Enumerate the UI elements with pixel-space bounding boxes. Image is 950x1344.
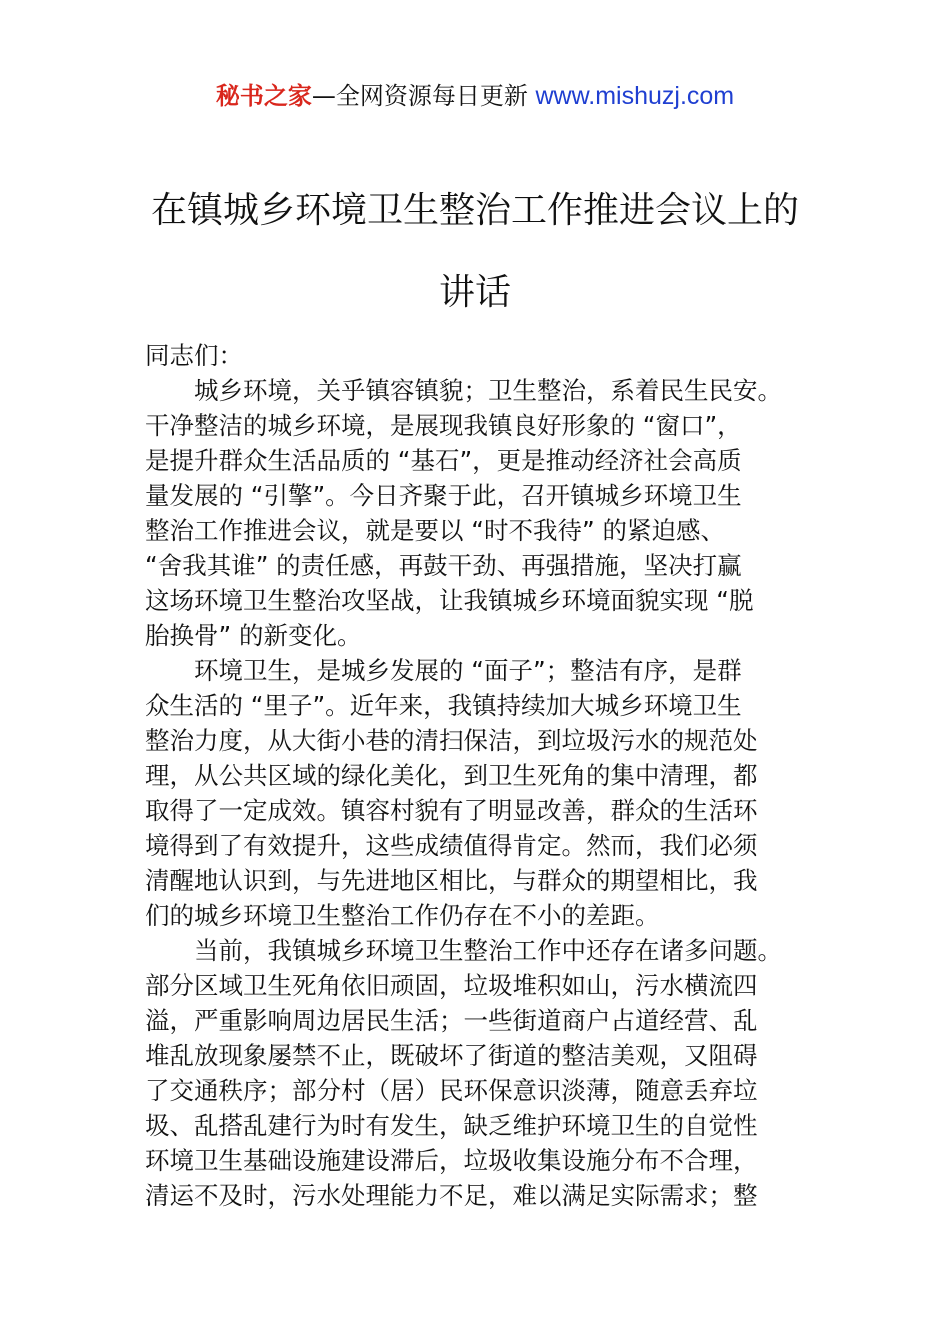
title-line-1: 在镇城乡环境卫生整治工作推进会议上的: [150, 190, 799, 231]
paragraph-line: 整治力度，从大街小巷的清扫保洁，到垃圾污水的规范处: [145, 726, 758, 755]
paragraph-line: 了交通秩序；部分村（居）民环保意识淡薄，随意丢弃垃: [145, 1076, 758, 1105]
paragraph-line: 环境卫生，是城乡发展的 “面子”；整洁有序，是群: [194, 656, 742, 685]
paragraph-line: 整治工作推进会议，就是要以 “时不我待” 的紧迫感、: [145, 516, 725, 545]
paragraph-line: 圾、乱搭乱建行为时有发生，缺乏维护环境卫生的自觉性: [145, 1111, 758, 1140]
paragraph-line: 当前，我镇城乡环境卫生整治工作中还存在诸多问题。: [194, 936, 782, 965]
paragraph-line: 溢，严重影响周边居民生活；一些街道商户占道经营、乱: [145, 1006, 758, 1035]
paragraph-line: 部分区域卫生死角依旧顽固，垃圾堆积如山，污水横流四: [145, 971, 758, 1000]
paragraph-line: 是提升群众生活品质的 “基石”，更是推动经济社会高质: [145, 446, 742, 475]
paragraph-line: 境得到了有效提升，这些成绩值得肯定。然而，我们必须: [145, 831, 758, 860]
salutation: 同志们：: [145, 341, 243, 370]
paragraph-line: 清醒地认识到，与先进地区相比，与群众的期望相比，我: [145, 866, 758, 895]
speech-body: [145, 338, 823, 1213]
header-tagline: —全网资源每日更新: [311, 82, 528, 110]
brand-name: 秘书之家: [215, 82, 312, 110]
site-url-link[interactable]: www.mishuzj.com: [535, 82, 735, 110]
paragraph-line: 城乡环境，关乎镇容镇貌；卫生整治，系着民生民安。: [194, 376, 782, 405]
paragraph-line: 环境卫生基础设施建设滞后，垃圾收集设施分布不合理，: [145, 1146, 758, 1175]
title-line-2: 讲话: [438, 272, 511, 313]
paragraph-line: 胎换骨” 的新变化。: [145, 621, 362, 650]
paragraph-line: 干净整洁的城乡环境，是展现我镇良好形象的 “窗口”，: [145, 411, 742, 440]
paragraph-line: 堆乱放现象屡禁不止，既破坏了街道的整洁美观，又阻碍: [145, 1041, 758, 1070]
paragraph-line: 取得了一定成效。镇容村貌有了明显改善，群众的生活环: [145, 796, 758, 825]
paragraph-line: 理，从公共区域的绿化美化，到卫生死角的集中清理，都: [145, 761, 758, 790]
document-title: [100, 170, 850, 334]
paragraph-line: 清运不及时，污水处理能力不足，难以满足实际需求；整: [145, 1181, 758, 1210]
paragraph-line: 这场环境卫生整治攻坚战，让我镇城乡环境面貌实现 “脱: [145, 586, 754, 615]
paragraph-line: “舍我其谁” 的责任感，再鼓干劲、再强措施，坚决打赢: [145, 551, 742, 580]
paragraph-line: 众生活的 “里子”。近年来，我镇持续加大城乡环境卫生: [145, 691, 742, 720]
site-header: [0, 80, 950, 112]
paragraph-line: 量发展的 “引擎”。今日齐聚于此，召开镇城乡环境卫生: [145, 481, 742, 510]
paragraph-line: 们的城乡环境卫生整治工作仍存在不小的差距。: [145, 901, 660, 930]
